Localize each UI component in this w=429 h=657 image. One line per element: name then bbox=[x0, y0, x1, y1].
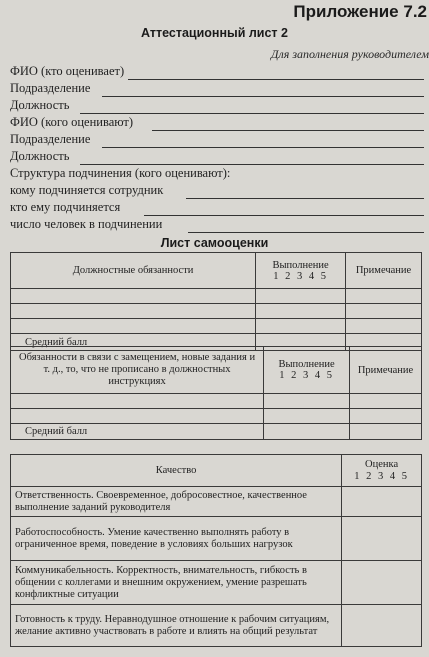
fill-line[interactable] bbox=[102, 96, 424, 97]
table-row[interactable] bbox=[11, 605, 422, 647]
field-label: Подразделение bbox=[10, 81, 91, 95]
section-title: Лист самооценки bbox=[160, 236, 269, 250]
table-cell[interactable] bbox=[11, 394, 264, 409]
quality-table bbox=[10, 454, 422, 647]
structure-heading bbox=[10, 166, 424, 183]
fill-line[interactable] bbox=[80, 164, 424, 165]
col-header-performance bbox=[256, 253, 346, 289]
table-row[interactable] bbox=[11, 487, 422, 517]
average-label: Средний балл bbox=[11, 424, 264, 440]
col-header-note: Примечание bbox=[350, 347, 422, 394]
score-scale: 1 2 3 4 5 bbox=[273, 270, 328, 282]
score-cell[interactable] bbox=[342, 605, 422, 647]
field-label: кому подчиняется сотрудник bbox=[10, 183, 164, 197]
table-row[interactable] bbox=[11, 394, 422, 409]
table-cell[interactable] bbox=[256, 319, 346, 334]
field-label: Подразделение bbox=[10, 132, 91, 146]
field-label: ФИО (кто оценивает) bbox=[10, 64, 125, 78]
table-cell[interactable] bbox=[350, 424, 422, 440]
field-label: Должность bbox=[10, 149, 70, 163]
field-label: ФИО (кого оценивают) bbox=[10, 115, 134, 129]
score-cell[interactable] bbox=[342, 561, 422, 605]
table-row[interactable] bbox=[11, 289, 422, 304]
performance-label: Выполнение bbox=[272, 259, 329, 271]
field-label: кто ему подчиняется bbox=[10, 200, 121, 214]
table-row[interactable] bbox=[11, 561, 422, 605]
table-header-row bbox=[11, 455, 422, 487]
field-evaluator-position[interactable] bbox=[10, 98, 424, 115]
fill-line[interactable] bbox=[144, 215, 424, 216]
table-cell[interactable] bbox=[256, 304, 346, 319]
fill-line[interactable] bbox=[186, 198, 424, 199]
score-scale: 1 2 3 4 5 bbox=[354, 470, 409, 482]
table-cell[interactable] bbox=[11, 304, 256, 319]
field-label: Структура подчинения (кого оценивают): bbox=[10, 166, 231, 180]
table-cell[interactable] bbox=[11, 409, 264, 424]
field-reports-to[interactable] bbox=[10, 183, 424, 200]
field-evaluator-department[interactable] bbox=[10, 81, 424, 98]
table-row[interactable] bbox=[11, 319, 422, 334]
field-subordinate-count[interactable] bbox=[10, 217, 424, 234]
performance-label: Выполнение bbox=[278, 359, 335, 370]
table-row[interactable] bbox=[11, 517, 422, 561]
for-manager-note: Для заполнения руководителем bbox=[270, 47, 429, 61]
field-label: Должность bbox=[10, 98, 70, 112]
fill-line[interactable] bbox=[102, 147, 424, 148]
fill-line[interactable] bbox=[152, 130, 424, 131]
table-cell[interactable] bbox=[264, 424, 350, 440]
fill-line[interactable] bbox=[188, 232, 424, 233]
table-cell[interactable] bbox=[264, 394, 350, 409]
table-cell[interactable] bbox=[346, 304, 422, 319]
table-cell[interactable] bbox=[350, 409, 422, 424]
average-label: Средний балл bbox=[11, 334, 256, 351]
quality-item: Готовность к труду. Неравнодушное отношение к рабочим ситуациям, желание активно участвовать в работе и влиять на общий результат bbox=[11, 605, 342, 647]
quality-item: Ответственность. Своевременное, добросовестное, качественное выполнение заданий руководителя bbox=[11, 487, 342, 517]
score-label: Оценка bbox=[365, 458, 399, 470]
field-subordinates[interactable] bbox=[10, 200, 424, 217]
table-row[interactable] bbox=[11, 409, 422, 424]
table-cell[interactable] bbox=[11, 319, 256, 334]
table-cell[interactable] bbox=[11, 289, 256, 304]
field-evaluator-name[interactable] bbox=[10, 64, 424, 81]
score-scale: 1 2 3 4 5 bbox=[279, 370, 334, 381]
col-header-note: Примечание bbox=[346, 253, 422, 289]
table-cell[interactable] bbox=[346, 289, 422, 304]
score-cell[interactable] bbox=[342, 517, 422, 561]
fill-line[interactable] bbox=[80, 113, 424, 114]
table-header-row bbox=[11, 347, 422, 394]
table-cell[interactable] bbox=[350, 394, 422, 409]
field-evaluated-name[interactable] bbox=[10, 115, 424, 132]
score-cell[interactable] bbox=[342, 487, 422, 517]
col-header-extra-duties: Обязанности в связи с замещением, новые задания и т. д., то, что не прописано в должностных инструкциях bbox=[11, 347, 264, 394]
table-cell[interactable] bbox=[346, 319, 422, 334]
average-row[interactable] bbox=[11, 424, 422, 440]
table-header-row bbox=[11, 253, 422, 289]
col-header-score bbox=[342, 455, 422, 487]
col-header-performance bbox=[264, 347, 350, 394]
table-row[interactable] bbox=[11, 304, 422, 319]
table-cell[interactable] bbox=[264, 409, 350, 424]
quality-item: Работоспособность. Умение качественно выполнять работу в ограниченное время, поведение в условиях больших нагрузок bbox=[11, 517, 342, 561]
quality-item: Коммуникабельность. Корректность, внимательность, гибкость в общении с коллегами и внешним окружением, умение разрешать конфликтные ситуации bbox=[11, 561, 342, 605]
fill-line[interactable] bbox=[128, 79, 424, 80]
extra-duties-table bbox=[10, 346, 422, 440]
page-title: Аттестационный лист 2 bbox=[141, 26, 288, 40]
table-cell[interactable] bbox=[256, 289, 346, 304]
col-header-quality: Качество bbox=[11, 455, 342, 487]
duties-table bbox=[10, 252, 422, 351]
field-evaluated-department[interactable] bbox=[10, 132, 424, 149]
field-label: число человек в подчинении bbox=[10, 217, 163, 231]
appendix-label: Приложение 7.2 bbox=[293, 2, 427, 21]
field-evaluated-position[interactable] bbox=[10, 149, 424, 166]
col-header-duties: Должностные обязанности bbox=[11, 253, 256, 289]
